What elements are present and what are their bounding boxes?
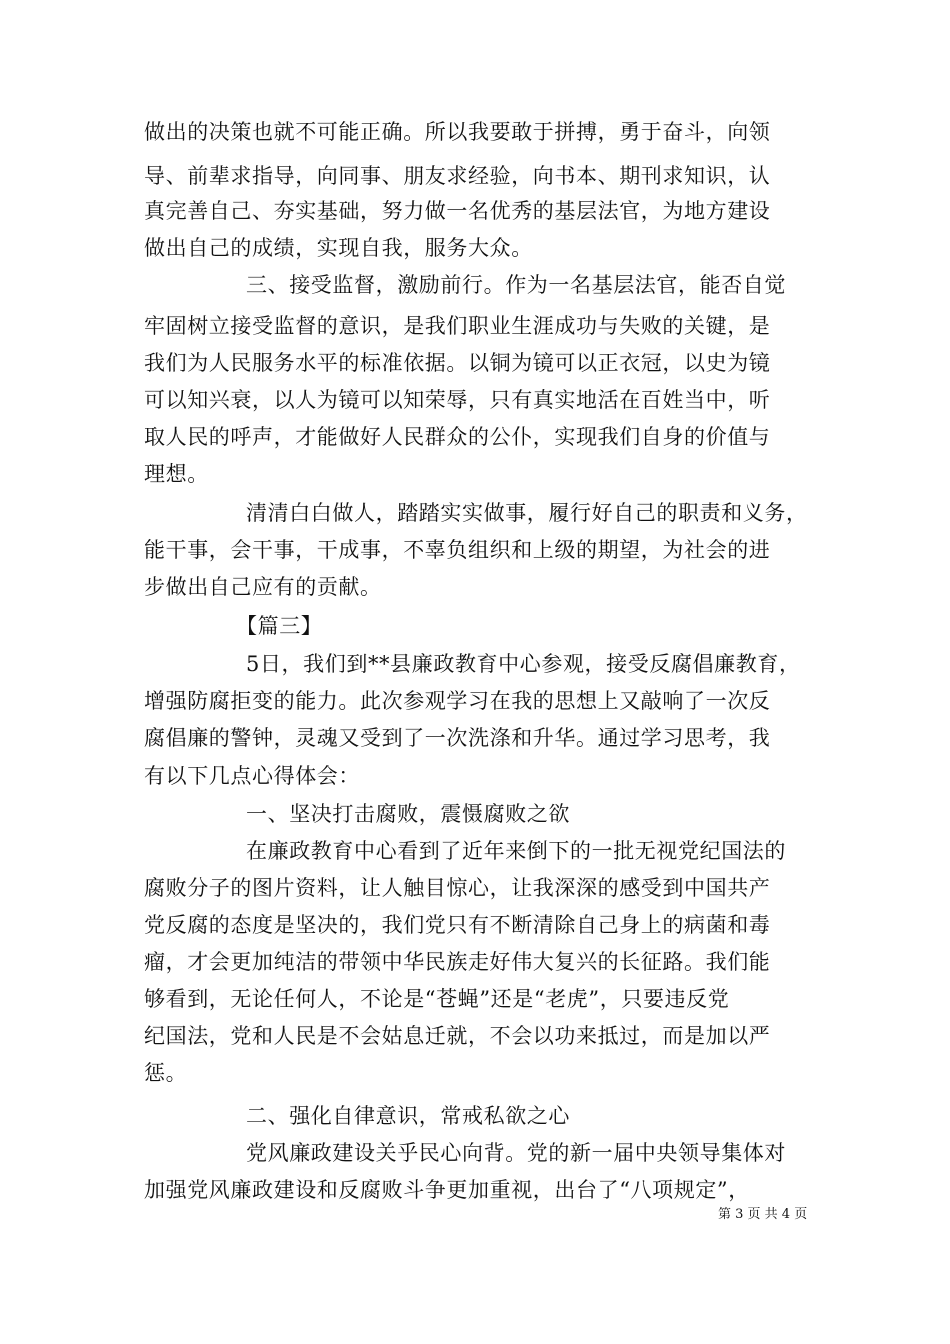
section-heading-line: 一、坚决打击腐败，震慑腐败之欲	[246, 802, 570, 826]
paragraph-start-line: 5日，我们到**县廉政教育中心参观，接受反腐倡廉教育，	[246, 652, 801, 676]
text-line: 惩。	[144, 1061, 188, 1085]
text-line: 能干事，会干事，干成事，不辜负组织和上级的期望，为社会的进	[144, 538, 771, 562]
text-line: 理想。	[144, 462, 209, 486]
text-line: 党反腐的态度是坚决的，我们党只有不断清除自己身上的病菌和毒	[144, 913, 771, 937]
text-line: 够看到，无论任何人，不论是“苍蝇”还是“老虎”，只要违反党	[144, 987, 730, 1011]
text-line: 腐倡廉的警钟，灵魂又受到了一次洗涤和升华。通过学习思考，我	[144, 726, 771, 750]
text-line: 做出的决策也就不可能正确。所以我要敢于拼搏，勇于奋斗，向领	[144, 120, 771, 144]
text-line: 取人民的呼声，才能做好人民群众的公仆，实现我们自身的价值与	[144, 425, 771, 449]
paragraph-start-line: 在廉政教育中心看到了近年来倒下的一批无视党纪国法的	[246, 839, 786, 863]
text-line: 导、前辈求指导，向同事、朋友求经验，向书本、期刊求知识，认	[144, 164, 771, 188]
text-line: 增强防腐拒变的能力。此次参观学习在我的思想上又敲响了一次反	[144, 689, 771, 713]
section-heading-line: 三、接受监督，激励前行。作为一名基层法官，能否自觉	[246, 273, 786, 297]
section-heading-line: 二、强化自律意识，常戒私欲之心	[246, 1104, 570, 1128]
text-line: 加强党风廉政建设和反腐败斗争更加重视，出台了“八项规定”，	[144, 1178, 750, 1202]
paragraph-start-line: 党风廉政建设关乎民心向背。党的新一届中央领导集体对	[246, 1141, 786, 1165]
text-line: 真完善自己、夯实基础，努力做一名优秀的基层法官，为地方建设	[144, 199, 771, 223]
text-line: 可以知兴衰，以人为镜可以知荣辱，只有真实地活在百姓当中，听	[144, 388, 771, 412]
text-line: 纪国法，党和人民是不会姑息迁就，不会以功来抵过，而是加以严	[144, 1024, 771, 1048]
text-line: 步做出自己应有的贡献。	[144, 575, 382, 599]
text-line: 瘤，才会更加纯洁的带领中华民族走好伟大复兴的长征路。我们能	[144, 950, 771, 974]
text-line: 腐败分子的图片资料，让人触目惊心，让我深深的感受到中国共产	[144, 876, 771, 900]
text-line: 有以下几点心得体会：	[144, 764, 360, 788]
text-line: 做出自己的成绩，实现自我，服务大众。	[144, 236, 533, 260]
page-number-footer: 第 3 页 共 4 页	[718, 1207, 808, 1222]
chapter-heading: 【篇三】	[236, 614, 323, 638]
text-line: 我们为人民服务水平的标准依据。以铜为镜可以正衣冠，以史为镜	[144, 351, 771, 375]
text-line: 牢固树立接受监督的意识，是我们职业生涯成功与失败的关键，是	[144, 314, 771, 338]
paragraph-start-line: 清清白白做人，踏踏实实做事，履行好自己的职责和义务，	[246, 501, 808, 525]
